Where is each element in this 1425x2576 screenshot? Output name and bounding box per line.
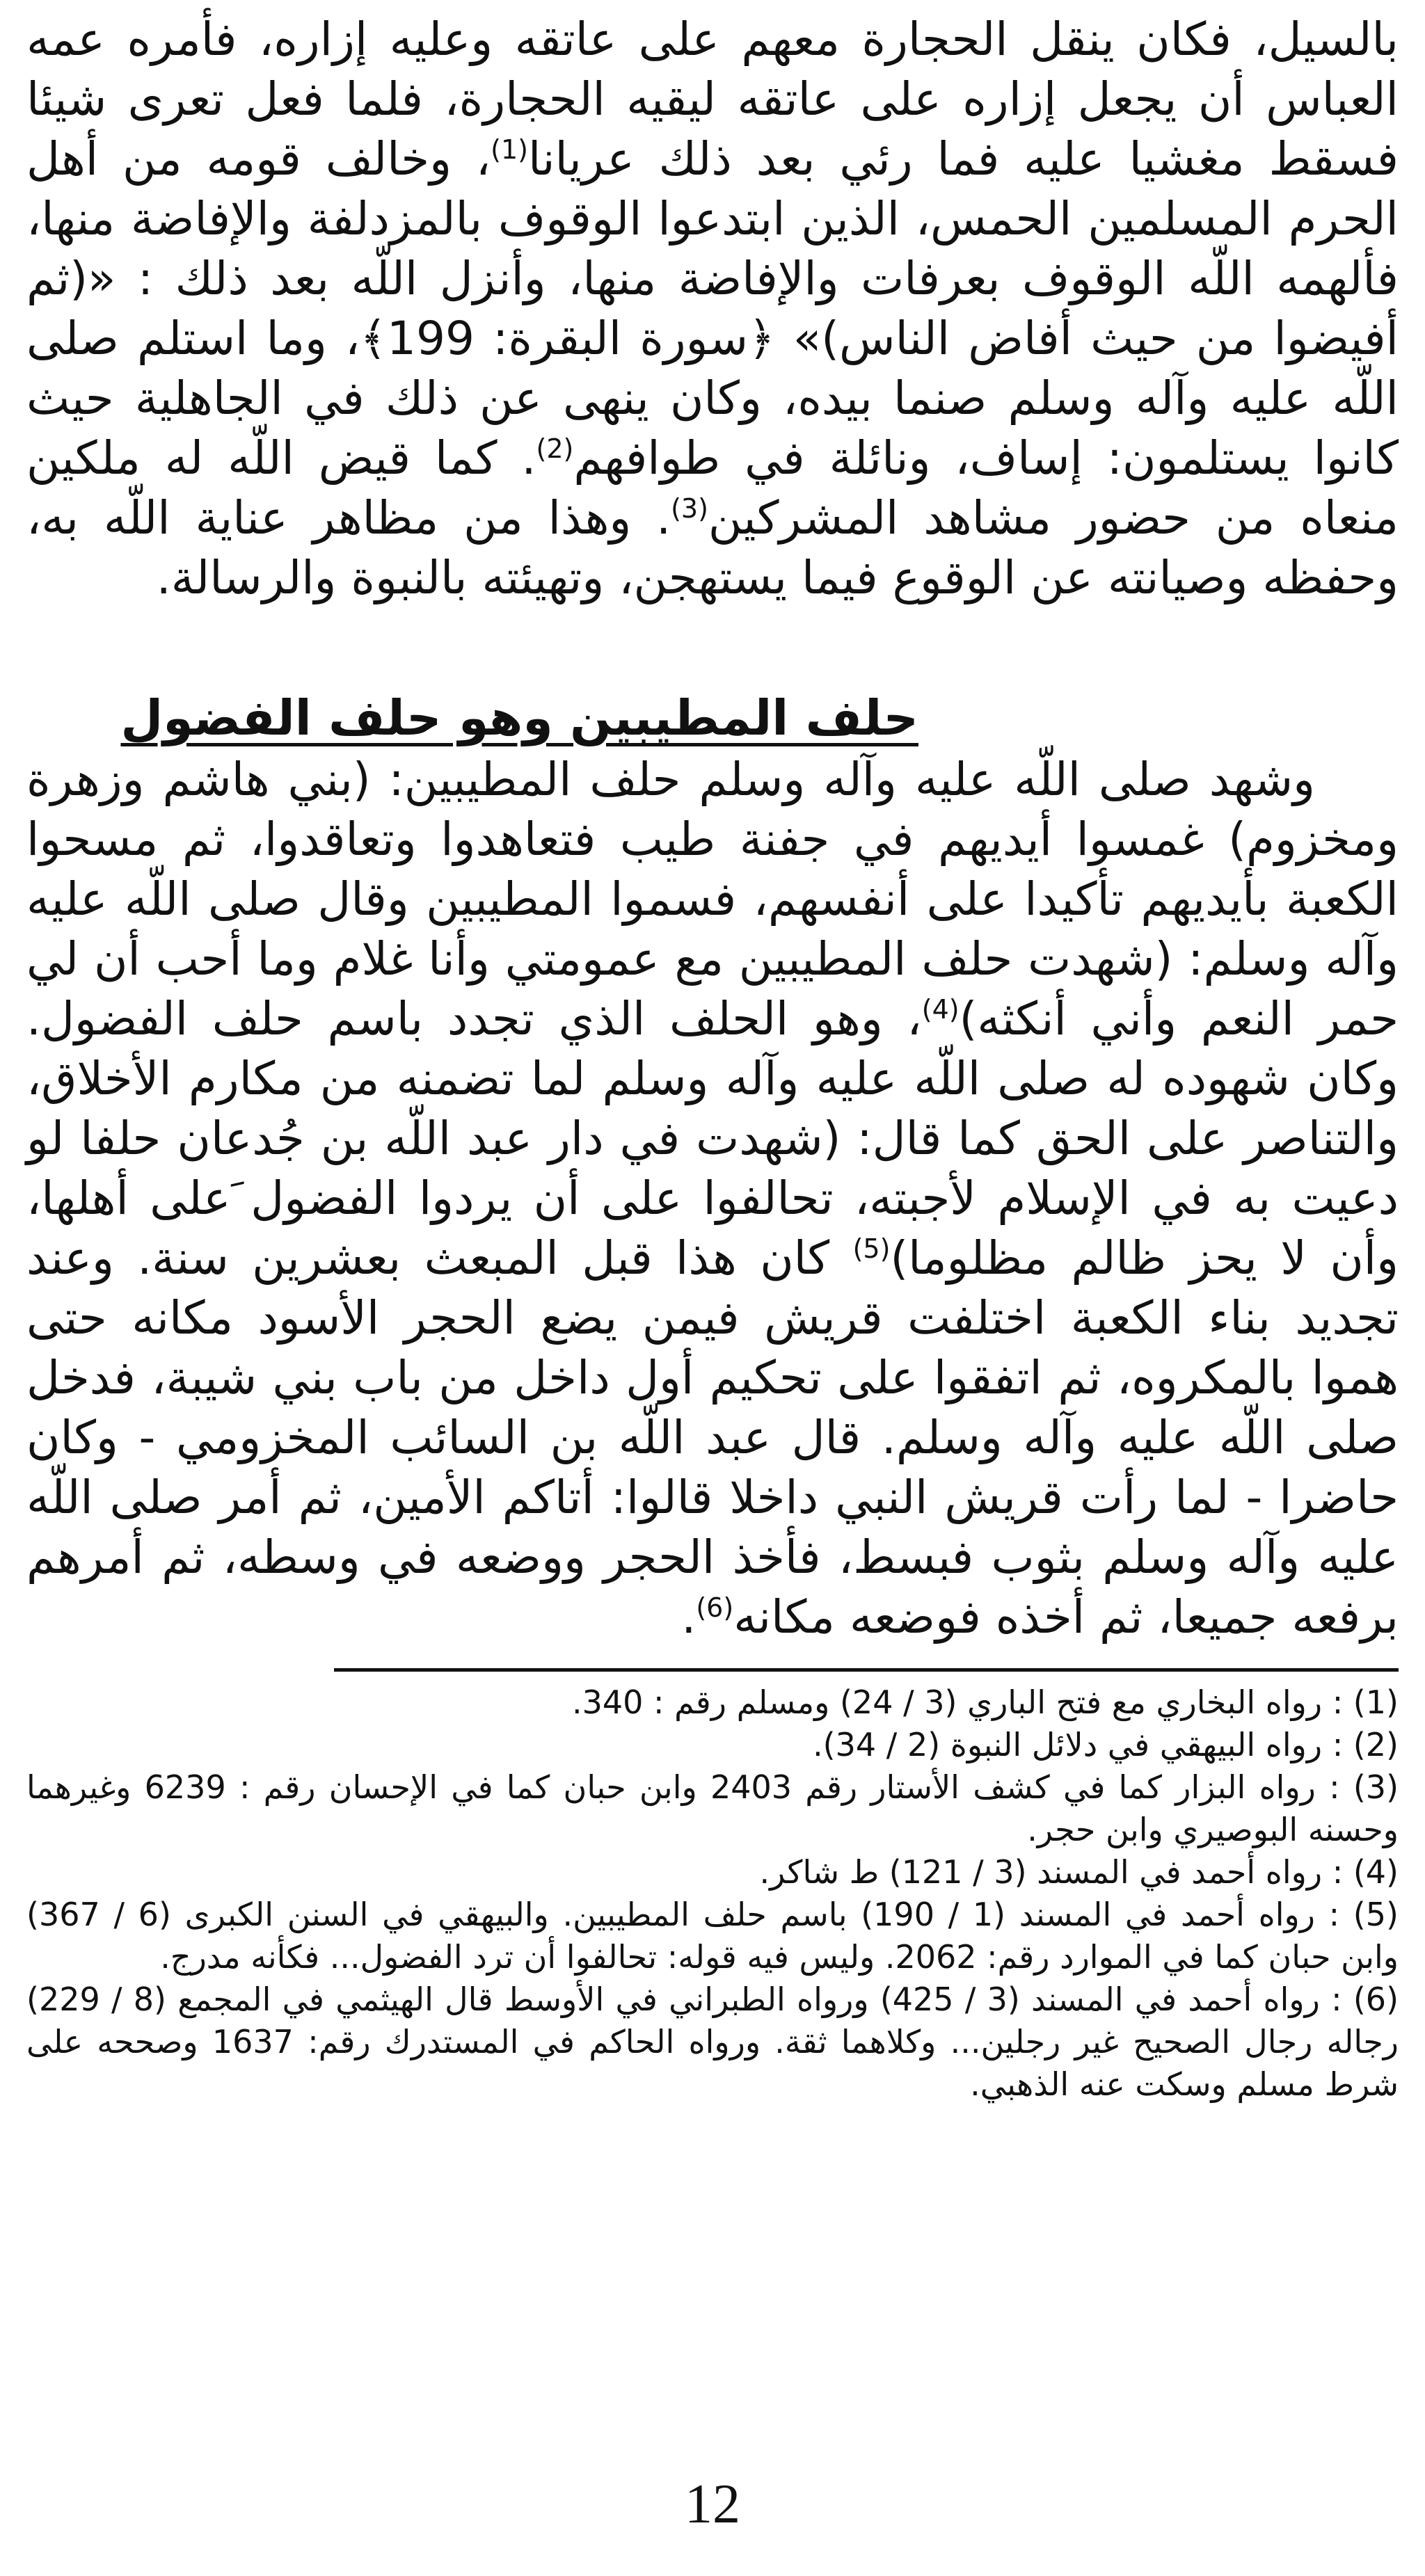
- footnote-4: (4) : رواه أحمد في المسند (3 / 121) ط شاكر.: [759, 1853, 1399, 1891]
- footnote-ref: (6): [696, 1592, 734, 1623]
- footnote-6: (6) : رواه أحمد في المسند (3 / 425) ورواه الطبراني في الأوسط قال الهيثمي في المجمع (8 / 229) رجاله رجال الصحيح غير رجلين... وكلاهما ثقة. ورواه الحاكم في المستدرك رقم: 1637 وصححه على شرط مسلم وسكت عنه الذهبي.: [26, 1981, 1399, 2103]
- text-run: . وهذا من مظاهر عناية اللّه به، وحفظه وصيانته عن الوقوع فيما يستهجن، وتهيئته بالنبوة والرسالة.: [26, 491, 1399, 605]
- text-run: وشهد صلى اللّه عليه وآله وسلم حلف المطيبين: (بني هاشم وزهرة ومخزوم) غمسوا أيديهم في جفنة طيب فتعاهدوا وتعاقدوا، ثم مسحوا الكعبة بأيديهم تأكيدا على أنفسهم، فسموا المطيبين وقال صلى اللّه عليه وآله وسلم: (شهدت حلف المطيبين مع عمومتي وأنا غلام وما أحب أن لي حمر النعم وأني أنكثه): [26, 753, 1399, 1046]
- footnote-ref: (5): [852, 1233, 891, 1264]
- paragraph-hilf: [26, 750, 1399, 1647]
- footnote-ref: (4): [921, 994, 960, 1025]
- footnote-2: (2) : رواه البيهقي في دلائل النبوة (2 / 34).: [813, 1726, 1399, 1763]
- footnote-3: (3) : رواه البزار كما في كشف الأستار رقم 2403 وابن حبان كما في الإحسان رقم : 6239 وغيرهما وحسنه البوصيري وابن حجر.: [26, 1768, 1399, 1848]
- text-run: ، وخالف قومه من أهل الحرم المسلمين الحمس، الذين ابتدعوا الوقوف بالمزدلفة والإفاضة منها، فألهمه اللّه الوقوف بعرفات والإفاضة منها، وأنزل اللّه بعد ذلك : «(ثم أفيضوا من حيث أفاض الناس)» ﴿سورة البقرة: 199﴾، وما استلم صلى اللّه عليه وآله وسلم صنما بيده، وكان ينهى عن ذلك في الجاهلية حيث كانوا يستلمون: إساف، ونائلة في طوافهم: [26, 132, 1399, 485]
- paragraph-intro: [26, 10, 1399, 608]
- footnotes: [26, 1681, 1399, 2106]
- text-run: . كما قيض اللّه له ملكين منعاه من حضور مشاهد المشركين: [26, 431, 1399, 545]
- footnote-ref: (3): [671, 493, 708, 524]
- text-run: .: [681, 1590, 696, 1644]
- footnote-1: (1) : رواه البخاري مع فتح الباري (3 / 24) ومسلم رقم : 340.: [572, 1683, 1399, 1721]
- section-heading: [26, 686, 1399, 750]
- footnote-ref: (1): [491, 134, 528, 165]
- text-run: بالسيل، فكان ينقل الحجارة معهم على عاتقه وعليه إزاره، فأمره عمه العباس أن يجعل إزاره على عاتقه ليقيه الحجارة، فلما فعل تعرى شيئا فسقط مغشيا عليه فما رئي بعد ذلك عريانا: [26, 13, 1399, 186]
- page-number: 12: [685, 2474, 740, 2535]
- section-heading-text: حلف المطيبين وهو حلف الفضول: [120, 689, 918, 746]
- book-page: [26, 10, 1399, 2106]
- footnote-divider: [334, 1668, 1399, 1672]
- footnote-ref: (2): [536, 433, 574, 464]
- text-run: ، وهو الحلف الذي تجدد باسم حلف الفضول. وكان شهوده له صلى اللّه عليه وآله وسلم لما تضمنه من مكارم الأخلاق، والتناصر على الحق كما قال: (شهدت في دار عبد اللّه بن جُدعان حلفا لو دعيت به في الإسلام لأجبته، تحالفوا على أن يردوا الفضول َعلى أهلها، وأن لا يحز ظالم مظلوما): [26, 992, 1399, 1285]
- footnote-5: (5) : رواه أحمد في المسند (1 / 190) باسم حلف المطيبين. والبيهقي في السنن الكبرى (6 / 367) وابن حبان كما في الموارد رقم: 2062. وليس فيه قوله: تحالفوا أن ترد الفضول... فكأنه مدرج.: [26, 1896, 1399, 1976]
- text-run: كان هذا قبل المبعث بعشرين سنة. وعند تجديد بناء الكعبة اختلفت قريش فيمن يضع الحجر الأسود مكانه حتى هموا بالمكروه، ثم اتفقوا على تحكيم أول داخل من باب بني شيبة، فدخل صلى اللّه عليه وآله وسلم. قال عبد اللّه بن السائب المخزومي - وكان حاضرا - لما رأت قريش النبي داخلا قالوا: أتاكم الأمين، ثم أمر صلى اللّه عليه وآله وسلم بثوب فبسط، فأخذ الحجر ووضعه في وسطه، ثم أمرهم برفعه جميعا، ثم أخذه فوضعه مكانه: [26, 1231, 1399, 1644]
